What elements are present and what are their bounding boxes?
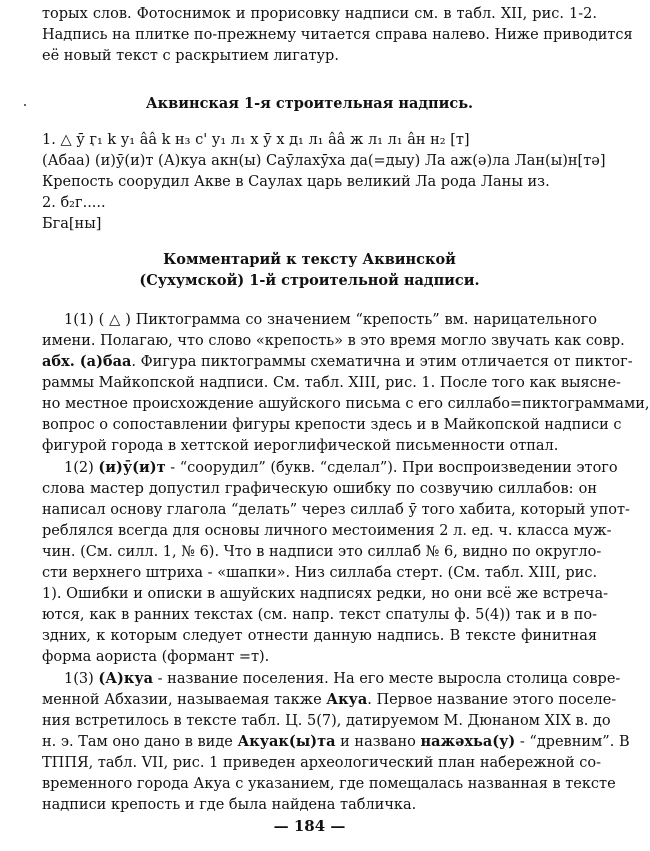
term-akua: (А)куа: [98, 670, 154, 687]
comment-1-3-number: 1(3): [64, 671, 99, 687]
intro-line-3: её новый текст с раскрытием лигатур.: [42, 48, 339, 64]
comment-1-2-line-4: реблялся всегда для основы личного местоимения 2 л. ед. ч. класса муж-: [42, 523, 612, 539]
comment-1-1-line-6: вопрос о сопоставлении фигуры крепости здесь и в Майкопской надписи с: [42, 417, 622, 433]
comment-1-3-line-2-a: менной Абхазии, называемая также: [42, 692, 327, 708]
comment-1-3-line-5: ТППЯ, табл. VII, рис. 1 приведен археологический план набережной со-: [42, 755, 602, 771]
comment-1-3-line-1: [64, 669, 621, 690]
comment-1-2-line-2: слова мастер допустил графическую ошибку по созвучию силлабов: он: [42, 481, 597, 497]
inscription-heading: Аквинская 1-я строительная надпись.: [145, 95, 474, 112]
inscription-line-2-reading: Бга[ны]: [42, 216, 102, 232]
comment-1-3-line-4: [42, 732, 630, 753]
intro-line-2: Надпись на плитке по-прежнему читается справа налево. Ниже приводится: [42, 27, 633, 43]
comment-1-3-line-7: надписи крепость и где была найдена табличка.: [42, 797, 417, 813]
comment-1-2-line-1-rest: - “соорудил” (букв. “сделал”). При воспроизведении этого: [165, 460, 618, 476]
comment-1-1-line-2: имени. Полагаю, что слово «крепость» в это время могло звучать как совр.: [42, 333, 625, 349]
comment-1-2-line-1: [64, 458, 618, 479]
page-number: — 184 —: [273, 817, 346, 835]
comment-1-3-line-4-e: - “древним”. В: [515, 734, 630, 750]
term-nazhekhya: нажәхьа(у): [420, 733, 516, 750]
comment-1-3-line-4-c: и названо: [335, 734, 421, 750]
comment-1-2-line-10: форма аориста (формант =т).: [42, 649, 270, 665]
comment-1-2-line-8: ются, как в ранних текстах (см. напр. текст спатулы ф. 5(4)) так и в по-: [42, 607, 597, 623]
comment-1-3-line-3: ния встретилось в тексте табл. Ц. 5(7), датируемом М. Дюнаном XIX в. до: [42, 713, 611, 729]
comment-1-3-line-4-a: н. э. Там оно дано в виде: [42, 734, 238, 750]
comment-1-3-line-2-c: . Первое название этого поселе-: [367, 692, 617, 708]
term-abaa: абх. (а)баа: [42, 353, 132, 370]
term-iuit: (и)ӯ(и)т: [98, 459, 166, 476]
comment-1-1-line-5: но местное происхождение ашуйского письма с его силлабо=пиктограммами,: [42, 396, 650, 412]
inscription-transliteration: 1. △ ӯ ӷ₁ k у₁ ââ k н₃ с' у₁ л₁ х ӯ х д₁ л₁ ââ ж л₁ л₁ âн н₂ [т]: [42, 132, 470, 148]
inscription-reading: (Абаа) (и)ӯ(и)т (А)куа акн(ы) Саӯлахӯха да(=дыу) Ла аж(ә)ла Лан(ы)н[тә]: [42, 153, 606, 169]
comment-1-2-line-9: здних, к которым следует отнести данную надпись. В тексте финитная: [42, 628, 597, 644]
term-akua-modern: Акуа: [326, 691, 368, 708]
comment-1-2-line-3: написал основу глагола “делать” через силлаб ӯ того хабита, который упот-: [42, 502, 630, 518]
comment-1-1-line-3: [42, 352, 633, 373]
comment-1-2-line-7: 1). Ошибки и описки в ашуйских надписях редки, но они всё же встреча-: [42, 586, 609, 602]
comment-1-1-line-4: раммы Майкопской надписи. См. табл. XIII, рис. 1. После того как выясне-: [42, 375, 621, 391]
term-akuakyta: Акуак(ы)та: [237, 733, 336, 750]
inscription-line-2: 2. б₂г.....: [42, 195, 106, 211]
commentary-heading-line-2: (Сухумской) 1-й строительной надписи.: [139, 272, 480, 289]
comment-1-2-line-6: сти верхнего штриха - «шапки». Низ силлаба стерт. (См. табл. XIII, рис.: [42, 565, 598, 581]
comment-1-1-line-3-rest: . Фигура пиктограммы схематична и этим отличается от пиктог-: [131, 354, 633, 370]
comment-1-1-line-1: 1(1) ( △ ) Пиктограмма со значением “крепость” вм. нарицательного: [64, 312, 597, 328]
comment-1-3-line-6: временного города Акуа с указанием, где помещалась названная в тексте: [42, 776, 616, 792]
comment-1-2-line-5: чин. (См. силл. 1, № 6). Что в надписи это силлаб № 6, видно по округло-: [42, 544, 602, 560]
comment-1-1-line-7: фигурой города в хеттской иероглифической письменности отпал.: [42, 438, 559, 454]
intro-line-1: торых слов. Фотоснимок и прорисовку надписи см. в табл. XII, рис. 1-2.: [42, 6, 597, 22]
inscription-translation: Крепость соорудил Акве в Саулах царь великий Ла рода Ланы из.: [42, 174, 550, 190]
commentary-heading-line-1: Комментарий к тексту Аквинской: [163, 251, 456, 268]
comment-1-3-line-1-rest: - название поселения. На его месте выросла столица совре-: [153, 671, 621, 687]
comment-1-3-line-2: [42, 690, 617, 711]
comment-1-2-number: 1(2): [64, 460, 99, 476]
